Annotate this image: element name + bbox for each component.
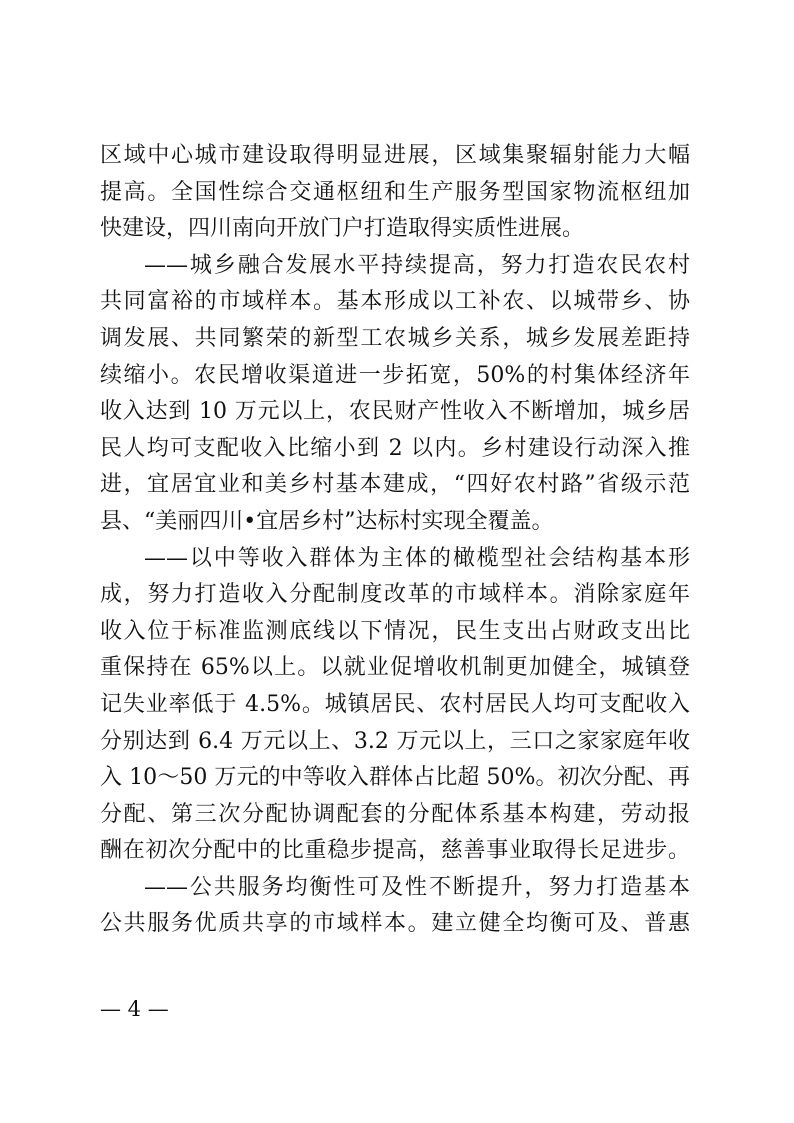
- text-line: 收入达到 10 万元以上，农民财产性收入不断增加，城乡居: [100, 399, 690, 425]
- text-line: 续缩小。农民增收渠道进一步拓宽，50%的村集体经济年: [100, 362, 690, 388]
- text-line: 记失业率低于 4.5%。城镇居民、农村居民人均可支配收入: [100, 691, 690, 717]
- text-line: 重保持在 65%以上。以就业促增收机制更加健全，城镇登: [100, 655, 690, 681]
- text-line: 分配、第三次分配协调配套的分配体系基本构建，劳动报: [100, 801, 690, 827]
- text-line: 县、“美丽四川•宜居乡村”达标村实现全覆盖。: [100, 508, 554, 534]
- text-line: 进，宜居宜业和美乡村基本建成，“四好农村路”省级示范: [100, 472, 690, 498]
- text-line: 快建设，四川南向开放门户打造取得实质性进展。: [100, 216, 585, 242]
- text-line: 调发展、共同繁荣的新型工农城乡关系，城乡发展差距持: [100, 325, 690, 351]
- text-line: 区域中心城市建设取得明显进展，区域集聚辐射能力大幅: [100, 143, 690, 168]
- page-number: — 4 —: [100, 997, 169, 1021]
- text-line: ——以中等收入群体为主体的橄榄型社会结构基本形: [144, 545, 690, 571]
- text-line: 共同富裕的市域样本。基本形成以工补农、以城带乡、协: [100, 289, 690, 315]
- text-line: 收入位于标准监测底线以下情况，民生支出占财政支出比: [100, 618, 690, 644]
- text-line: 分别达到 6.4 万元以上、3.2 万元以上，三口之家家庭年收: [100, 728, 690, 754]
- text-line: ——公共服务均衡性可及性不断提升，努力打造基本: [144, 874, 690, 900]
- text-line: 入 10～50 万元的中等收入群体占比超 50%。初次分配、再: [100, 765, 690, 791]
- text-line: 酬在初次分配中的比重稳步提高，慈善事业取得长足进步。: [100, 838, 690, 864]
- text-line: ——城乡融合发展水平持续提高，努力打造农民农村: [144, 252, 690, 278]
- text-line: 公共服务优质共享的市域样本。建立健全均衡可及、普惠: [100, 911, 690, 937]
- text-line: 成，努力打造收入分配制度改革的市域样本。消除家庭年: [100, 582, 690, 608]
- text-line: 提高。全国性综合交通枢纽和生产服务型国家物流枢纽加: [100, 179, 690, 205]
- text-line: 民人均可支配收入比缩小到 2 以内。乡村建设行动深入推: [100, 435, 690, 461]
- body-text: [100, 138, 690, 943]
